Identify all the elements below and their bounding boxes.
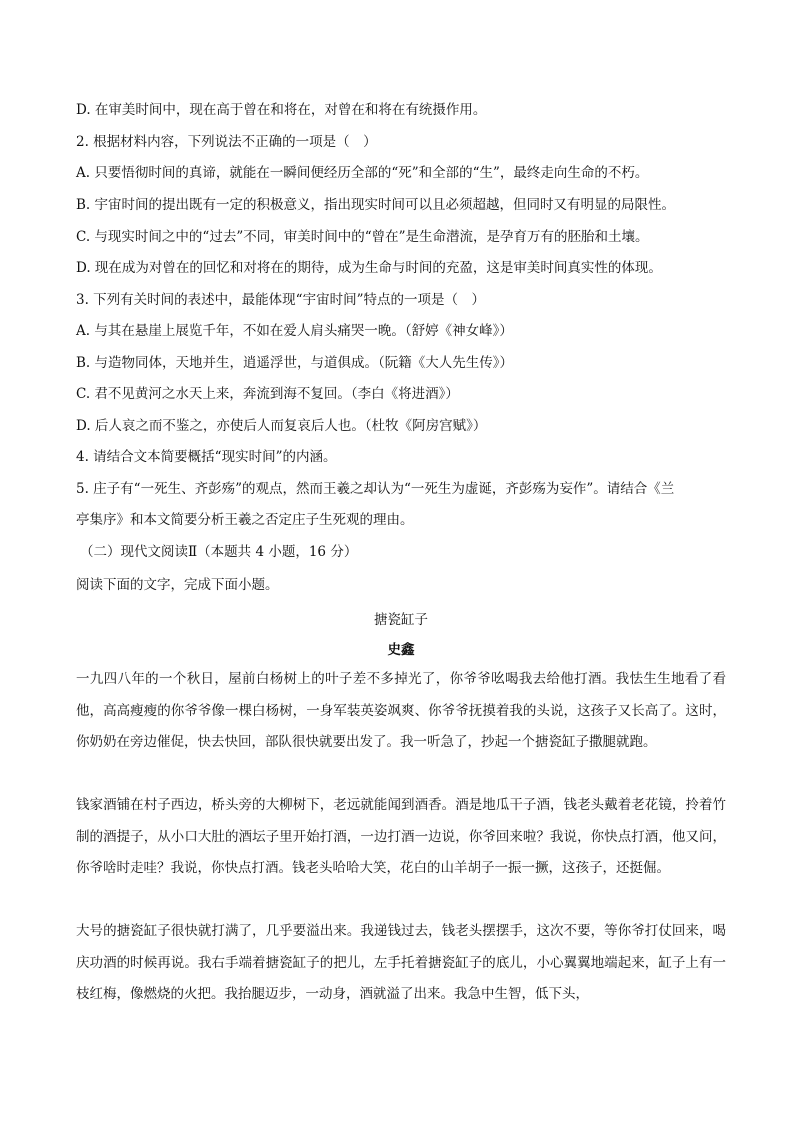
q5-stem-line2: 亭集序》和本文简要分析王羲之否定庄子生死观的理由。 bbox=[76, 512, 414, 528]
q2-option-c: C. 与现实时间之中的“过去”不同，审美时间中的“曾在”是生命潜流，是孕育万有的胚胎和土壤。 bbox=[76, 229, 649, 245]
q3-option-a: A. 与其在悬崖上展览千年，不如在爱人肩头痛哭一晚。（舒婷《神女峰》） bbox=[76, 323, 513, 339]
q3-option-b: B. 与造物同体，天地并生，逍遥浮世，与道俱成。（阮籍《大人先生传》） bbox=[76, 355, 514, 371]
q2-stem: 2. 根据材料内容，下列说法不正确的一项是（ ） bbox=[76, 134, 377, 150]
q3-stem: 3. 下列有关时间的表述中，最能体现“宇宙时间”特点的一项是（ ） bbox=[76, 292, 485, 308]
q2-option-d: D. 现在成为对曾在的回忆和对将在的期待，成为生命与时间的充盈，这是审美时间真实性的体现。 bbox=[76, 260, 662, 276]
q3-option-c: C. 君不见黄河之水天上来，奔流到海不复回。（李白《将进酒》） bbox=[76, 386, 459, 402]
story-author: 史鑫 bbox=[387, 642, 415, 658]
q1-option-d: D. 在审美时间中，现在高于曾在和将在，对曾在和将在有统摄作用。 bbox=[76, 102, 487, 118]
q5-stem-line1: 5. 庄子有“一死生、齐彭殇”的观点，然而王羲之却认为“一死生为虚诞，齐彭殇为妄作”。请结合《兰 bbox=[76, 481, 675, 497]
q4-stem: 4. 请结合文本简要概括“现实时间”的内涵。 bbox=[76, 449, 337, 465]
story-title: 搪瓷缸子 bbox=[374, 612, 428, 628]
story-paragraph-3: 大号的搪瓷缸子很快就打满了，几乎要溢出来。我递钱过去，钱老头摆摆手，这次不要，等你爷打仗回来，喝庆功酒的时候再说。我右手端着搪瓷缸子的把儿，左手托着搪瓷缸子的底儿，小心翼翼地端起来，缸子上有一枝红梅，像燃烧的火把。我抬腿迈步，一动身，酒就溢了出来。我急中生智，低下头， bbox=[76, 923, 726, 1002]
q2-option-a: A. 只要悟彻时间的真谛，就能在一瞬间便经历全部的“死”和全部的“生”，最终走向生命的不朽。 bbox=[76, 165, 649, 181]
story-paragraph-1: 一九四八年的一个秋日，屋前白杨树上的叶子差不多掉光了，你爷爷吆喝我去给他打酒。我怯生生地看了看他，高高瘦瘦的你爷爷像一棵白杨树，一身军装英姿飒爽、你爷爷抚摸着我的头说，这孩子又长高了。这时，你奶奶在旁边催促，快去快回，部队很快就要出发了。我一听急了，抄起一个搪瓷缸子撒腿就跑。 bbox=[76, 671, 726, 750]
q2-option-b: B. 宇宙时间的提出既有一定的积极意义，指出现实时间可以且必须超越，但同时又有明显的局限性。 bbox=[76, 197, 676, 213]
story-paragraph-2: 钱家酒铺在村子西边，桥头旁的大柳树下，老远就能闻到酒香。酒是地瓜干子酒，钱老头戴着老花镜，拎着竹制的酒提子，从小口大肚的酒坛子里开始打酒，一边打酒一边说，你爷回来啦？我说，你快点打酒，他又问，你爷啥时走哇？我说，你快点打酒。钱老头哈哈大笑，花白的山羊胡子一振一撅，这孩子，还挺倔。 bbox=[76, 797, 726, 876]
section-heading: （二）现代文阅读Ⅱ（本题共 4 小题，16 分） bbox=[80, 544, 358, 560]
reading-instruction: 阅读下面的文字，完成下面小题。 bbox=[76, 577, 279, 593]
q3-option-d: D. 后人哀之而不鉴之，亦使后人而复哀后人也。（杜牧《阿房宫赋》） bbox=[76, 418, 487, 434]
